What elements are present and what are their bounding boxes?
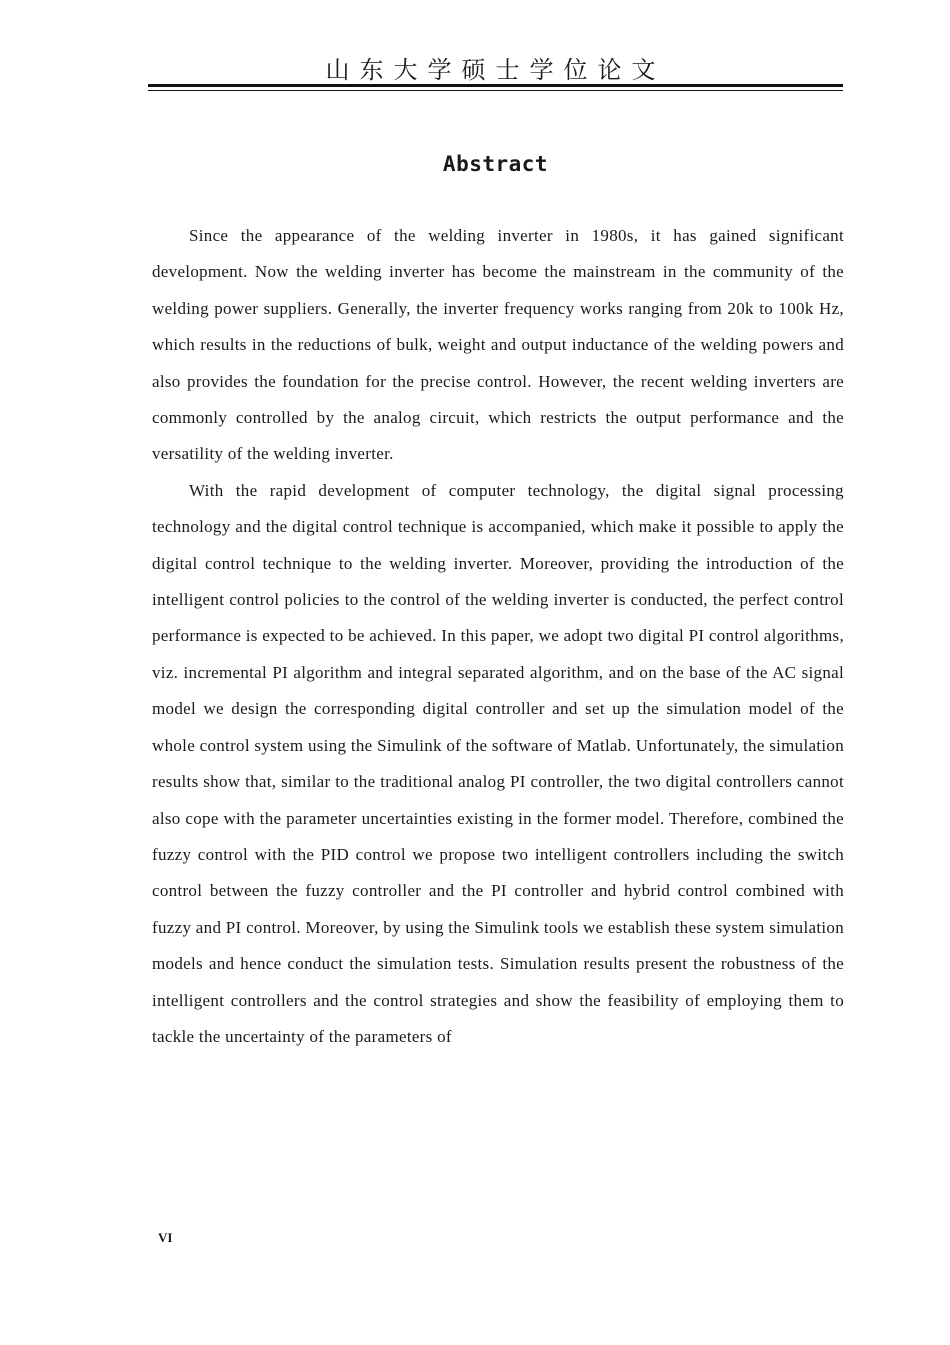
- abstract-title: Abstract: [442, 152, 549, 176]
- abstract-body: [152, 218, 844, 1055]
- header-rule-thin: [148, 90, 843, 91]
- paragraph-1: Since the appearance of the welding inverter in 1980s, it has gained significant development. Now the welding inverter has become the mainstream in the community of the welding power suppliers. Generally, the inverter frequency works ranging from 20k to 100k Hz, which results in the reductions of bulk, weight and output inductance of the welding powers and also provides the foundation for the precise control. However, the recent welding inverters are commonly controlled by the analog circuit, which restricts the output performance and the versatility of the welding inverter.: [152, 226, 844, 464]
- running-header: 山东大学硕士学位论文: [325, 56, 666, 84]
- paragraph-2: With the rapid development of computer technology, the digital signal processing technology and the digital control technique is accompanied, which make it possible to apply the digital control technique to the welding inverter. Moreover, providing the introduction of the intelligent control policies to the control of the welding inverter is conducted, the perfect control performance is expected to be achieved. In this paper, we adopt two digital PI control algorithms, viz. incremental PI algorithm and integral separated algorithm, and on the base of the AC signal model we design the corresponding digital controller and set up the simulation model of the whole control system using the Simulink of the software of Matlab. Unfortunately, the simulation results show that, similar to the traditional analog PI controller, the two digital controllers cannot also cope with the parameter uncertainties existing in the former model. Therefore, combined the fuzzy control with the PID control we propose two intelligent controllers including the switch control between the fuzzy controller and the PI controller and hybrid control combined with fuzzy and PI control. Moreover, by using the Simulink tools we establish these system simulation models and hence conduct the simulation tests. Simulation results present the robustness of the intelligent controllers and the control strategies and show the feasibility of employing them to tackle the uncertainty of the parameters of: [152, 480, 844, 1046]
- page-number: VI: [158, 1230, 173, 1245]
- header-rule-thick: [148, 84, 843, 87]
